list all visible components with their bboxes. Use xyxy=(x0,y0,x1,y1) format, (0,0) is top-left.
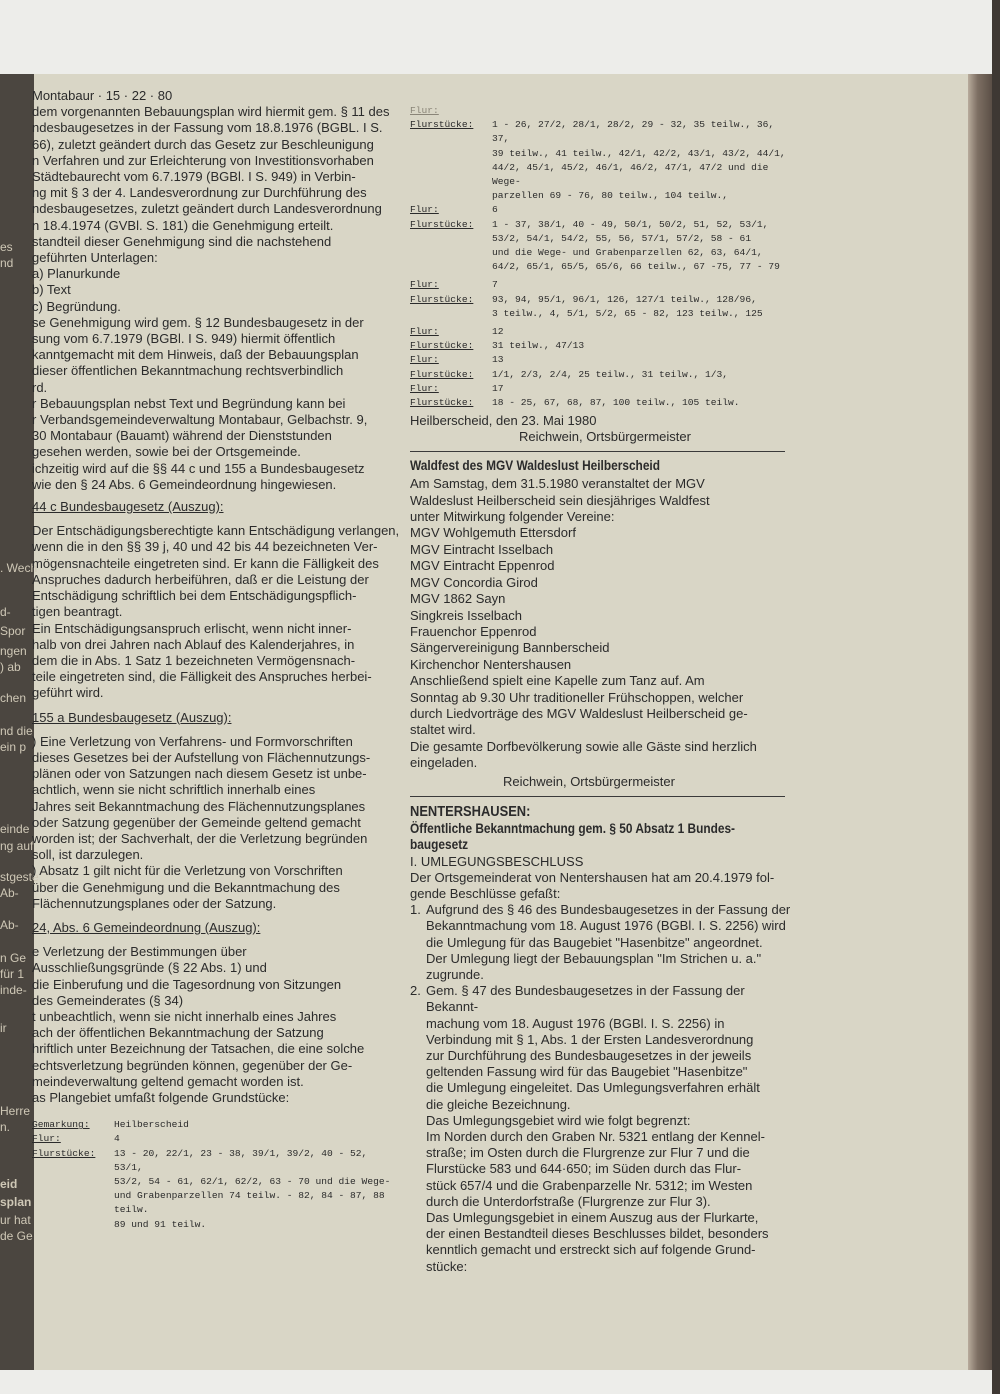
section-heading-155a: 155 a Bundesbaugesetz (Auszug): xyxy=(32,709,232,725)
section-44c-text: Der Entschädigungsberechtigte kann Entschädigung verlangen, wenn die in den §§ 39 j, 40 und 42 bis 44 bezeichneten Ver- mögensnachteile eingetreten sind. Er kann die Fälligkeit des Anspruches dadurch herbeiführen, daß er die Leistung der Entschädigung schriftlich bei dem Entschädigungspflich- tigen beantragt. Ein Entschädigungsanspruch erlischt, wenn nicht inner- halb von drei Jahren nach Ablauf des Kalenderjahres, in dem die in Abs. 1 Satz 1 bezeichneten Vermögensnach- teile eingetreten sind, die Fälligkeit des Anspruches herbei- geführt wird. xyxy=(32,523,400,701)
binding-gutter xyxy=(0,74,39,1370)
section-divider xyxy=(410,796,785,797)
waldfest-body: Am Samstag, dem 31.5.1980 veranstaltet der MGV Waldeslust Heilberscheid sein diesjähriges Waldfest unter Mitwirkung folgender Vereine: MGV Wohlgemuth Ettersdorf MGV Eintracht Isselbach MGV Eintracht Eppenrod MGV Concordia Girod MGV 1862 Sayn Singkreis Isselbach Frauenchor Eppenrod Sängervereinigung Bannberscheid Kirchenchor Nentershausen Anschließend spielt eine Kapelle zum Tanz auf. Am Sonntag ab 9.30 Uhr traditioneller Frühschoppen, welcher durch Liedvorträge des MGV Waldeslust Heilberscheid ge- staltet wird. Die gesamte Dorfbevölkerung sowie alle Gäste sind herzlich eingeladen. xyxy=(410,476,757,771)
left-parcel-table xyxy=(32,1118,400,1232)
gutter-fragment: Spor xyxy=(0,624,26,638)
parcel-label: Flurstücke: xyxy=(410,218,474,230)
gutter-fragment: Ab- xyxy=(0,918,19,932)
right-column xyxy=(410,104,795,1275)
parcel-value: 12 xyxy=(492,326,504,338)
parcel-value: 1/1, 2/3, 2/4, 25 teilw., 31 teilw., 1/3, xyxy=(492,368,729,380)
gutter-fragment: nd xyxy=(0,256,14,270)
umlegung-intro: Der Ortsgemeinderat von Nentershausen hat am 20.4.1979 fol- gende Beschlüsse gefaßt: xyxy=(410,869,775,901)
gutter-fragment: ir xyxy=(0,1021,7,1035)
parcel-value: 13 xyxy=(492,354,504,366)
gutter-fragment: es xyxy=(0,240,13,254)
list-item xyxy=(410,902,795,983)
list-item xyxy=(410,983,795,1275)
gutter-fragment: de Ge xyxy=(0,1229,33,1243)
list-text: Gem. § 47 des Bundesbaugesetzes in der Fassung der Bekannt- machung vom 18. August 1976 (BGBl. I. S. 2256) in Verbindung mit § 1, Abs. 1 der Ersten Landesverordnung zur Durchführung des Bundesbaugesetzes in der jeweils geltenden Fassung wird für das Baugebiet "Hasenbitze" die Umlegung eingeleitet. Das Umlegungsverfahren erhält die gleiche Bezeichnung. Das Umlegungsgebiet wird wie folgt begrenzt: Im Norden durch den Graben Nr. 5321 entlang der Kennel- straße; im Osten durch die Flurgrenze zur Flur 7 und die Flurstücke 583 und 644·650; im Süden durch das Flur- stück 657/4 und die Grabenparzelle Nr. 5312; im Westen durch die Unterdorfstraße (Flurgrenze zur Flur 3). Das Umlegungsgebiet in einem Auszug aus der Flurkarte, der einen Bestandteil dieses Beschlusses bildet, besonders kenntlich gemacht und erstreckt sich auf folgende Grund- stücke: xyxy=(426,983,769,1274)
book-spine xyxy=(968,74,992,1370)
list-text: Aufgrund des § 46 des Bundesbaugesetzes in der Fassung der Bekanntmachung vom 18. August 1976 (BGBl. I. S. 2256) wird die Umlegung für das Baugebiet "Hasenbitze" angeordnet. Der Umlegung liegt der Bebauungsplan "Im Strichen u. a." zugrunde. xyxy=(426,902,791,982)
parcel-value: 1 - 26, 27/2, 28/1, 28/2, 29 - 32, 35 teilw., 36, 37, 39 teilw., 41 teilw., 42/1, 42/2, 43/1, 43/2, 44/1, 44/2, 45/1, 45/2, 46/1, 46/2, 47/1, 47/2 und die Wege- parzellen 69 - 76, 80 teilw., 104 teilw., xyxy=(492,119,786,202)
date-line: Heilberscheid, den 23. Mai 1980 xyxy=(410,413,597,429)
parcel-label: Flur: xyxy=(410,279,439,291)
parcel-value: Heilberscheid xyxy=(114,1119,189,1131)
parcel-label: Flurstücke: xyxy=(410,340,474,352)
parcel-label: Flurstücke: xyxy=(410,119,474,131)
section-divider xyxy=(410,451,785,452)
gutter-fragment: ) ab xyxy=(0,660,21,674)
gutter-fragment: ngen xyxy=(0,644,27,658)
list-number: 2. xyxy=(410,983,421,999)
gutter-fragment: Herre xyxy=(0,1104,31,1118)
gutter-fragment: nd die xyxy=(0,724,33,738)
gutter-fragment: stgeste xyxy=(0,870,39,884)
gutter-fragment: n. xyxy=(0,1120,11,1134)
section-24-text: e Verletzung der Bestimmungen über Ausschließungsgründe (§ 22 Abs. 1) und die Einberufung und die Tagesordnung von Sitzungen des Gemeinderates (§ 34) t unbeachtlich, wenn sie nicht innerhalb eines Jahres ach der öffentlichen Bekanntmachung der Satzung hriftlich unter Bezeichnung der Tatsachen, die eine solche echtsverletzung begründen können, gegenüber der Ge- meindeverwaltung geltend gemacht worden ist. as Plangebiet umfaßt folgende Grundstücke: xyxy=(32,944,365,1105)
gutter-fragment: eid xyxy=(0,1177,18,1191)
nentershausen-heading: NENTERSHAUSEN: xyxy=(410,802,531,820)
parcel-value: 13 - 20, 22/1, 23 - 38, 39/1, 39/2, 40 - 52, 53/1, 53/2, 54 - 61, 62/1, 62/2, 63 - 70 und die Wege- und Grabenparzellen 74 teilw. - 82, 84 - 87, 88 teilw. 89 und 91 teilw. xyxy=(114,1147,391,1230)
page-header: Montabaur · 15 · 22 · 80 xyxy=(32,88,173,103)
approval-text: dem vorgenannten Bebauungsplan wird hiermit gem. § 11 des ndesbaugesetzes in der Fassung vom 18.8.1976 (BGBL. I S. 66), zuletzt geändert durch das Gesetz zur Beschleunigung n Verfahren und zur Erleichterung von Investitionsvorhaben Städtebaurecht vom 6.7.1979 (BGBl. I S. 949) in Verbin- ng mit § 3 der 4. Landesverordnung zur Durchführung des ndesbaugesetzes, zuletzt geändert durch Landesverordnung n 18.4.1974 (GVBl. S. 181) die Genehmigung erteilt. standteil dieser Genehmigung sind die nachstehend geführten Unterlagen: a) Planurkunde b) Text c) Begründung. se Genehmigung wird gem. § 12 Bundesbaugesetz in der sung vom 6.7.1979 (BGBl. I S. 949) hiermit öffentlich kanntgemacht mit dem Hinweis, daß der Bebauungsplan dieser öffentlichen Bekanntmachung rechtsverbindlich rd. r Bebauungsplan nebst Text und Begründung kann bei r Verbandsgemeindeverwaltung Montabaur, Gelbachstr. 9, 30 Montabaur (Bauamt) während der Dienststunden gesehen werden, sowie bei der Ortsgemeinde. ichzeitig wird auf die §§ 44 c und 155 a Bundesbaugesetz wie den § 24 Abs. 6 Gemeindeordnung hingewiesen. xyxy=(32,104,390,492)
parcel-value: 4 xyxy=(114,1133,120,1145)
parcel-value: 31 teilw., 47/13 xyxy=(492,340,585,352)
list-number: 1. xyxy=(410,902,421,918)
section-heading-44c: 44 c Bundesbaugesetz (Auszug): xyxy=(32,499,224,515)
parcel-value: 17 xyxy=(492,382,504,394)
waldfest-heading: Waldfest des MGV Waldeslust Heilberscheid xyxy=(410,458,660,474)
parcel-value: 93, 94, 95/1, 96/1, 126, 127/1 teilw., 128/96, 3 teilw., 4, 5/1, 5/2, 65 - 82, 123 teilw., 125 xyxy=(492,293,763,319)
parcel-label: Flur: xyxy=(410,105,439,116)
publication-heading-cont: baugesetz xyxy=(410,836,469,852)
parcel-label: Flur: xyxy=(410,382,439,394)
parcel-label: Flur: xyxy=(410,204,439,216)
gutter-fragment: ng auf xyxy=(0,839,34,853)
page-edge xyxy=(992,0,1000,1394)
gutter-fragment: . Wech xyxy=(0,561,38,575)
parcel-label: Flur: xyxy=(410,354,439,366)
umlegung-heading: I. UMLEGUNGSBESCHLUSS xyxy=(410,853,584,869)
signature: Reichwein, Ortsbürgermeister xyxy=(519,429,691,445)
parcel-label: Gemarkung: xyxy=(32,1119,90,1131)
parcel-label: Flurstücke: xyxy=(410,397,474,409)
parcel-label: Flurstücke: xyxy=(410,293,474,305)
parcel-value: 1 - 37, 38/1, 40 - 49, 50/1, 50/2, 51, 52, 53/1, 53/2, 54/1, 54/2, 55, 56, 57/1, 57/2, 58 - 61 und die Wege- und Grabenparzellen 62, 63, 64/1, 64/2, 65/1, 65/5, 65/6, 66 teilw., 67 -75, 77 - 79 xyxy=(492,218,780,273)
section-heading-24: 24, Abs. 6 Gemeindeordnung (Auszug): xyxy=(32,919,261,935)
gutter-fragment: n Ge xyxy=(0,951,27,965)
parcel-label: Flur: xyxy=(32,1133,61,1145)
gutter-fragment: splan xyxy=(0,1195,32,1209)
gutter-fragment: ur hat xyxy=(0,1213,31,1227)
section-155a-text: ) Eine Verletzung von Verfahrens- und Formvorschriften dieses Gesetzes bei der Aufstellung von Flächennutzungs- plänen oder von Satzungen nach diesem Gesetz ist unbe- achtlich, wenn sie nicht schriftlich innerhalb eines Jahres seit Bekanntmachung des Flächennutzungsplanes oder Satzung gegenüber der Gemeinde geltend gemacht worden ist; der Sachverhalt, der die Verletzung begründen soll, ist darzulegen. ) Absatz 1 gilt nicht für die Verletzung von Vorschriften über die Genehmigung und die Bekanntmachung des Flächennutzungsplanes oder der Satzung. xyxy=(32,733,371,911)
right-parcel-table xyxy=(410,104,795,410)
signature: Reichwein, Ortsbürgermeister xyxy=(503,773,675,789)
gutter-fragment: ein p xyxy=(0,740,27,754)
parcel-label: Flurstücke: xyxy=(32,1147,96,1159)
gutter-fragment: einde xyxy=(0,822,30,836)
parcel-value: 7 xyxy=(492,279,498,291)
parcel-value: 18 - 25, 67, 68, 87, 100 teilw., 105 teilw. xyxy=(492,397,740,409)
parcel-label: Flurstücke: xyxy=(410,368,474,380)
parcel-label: Flur: xyxy=(410,326,439,338)
parcel-value: 6 xyxy=(492,204,498,216)
left-column xyxy=(32,88,400,1232)
publication-heading: Öffentliche Bekanntmachung gem. § 50 Absatz 1 Bundes- xyxy=(410,820,736,836)
gutter-fragment: inde- xyxy=(0,983,27,997)
gutter-fragment: Ab- xyxy=(0,886,19,900)
gutter-fragment: d- xyxy=(0,605,11,619)
gutter-fragment: chen xyxy=(0,691,27,705)
gutter-fragment: für 1 xyxy=(0,967,25,981)
